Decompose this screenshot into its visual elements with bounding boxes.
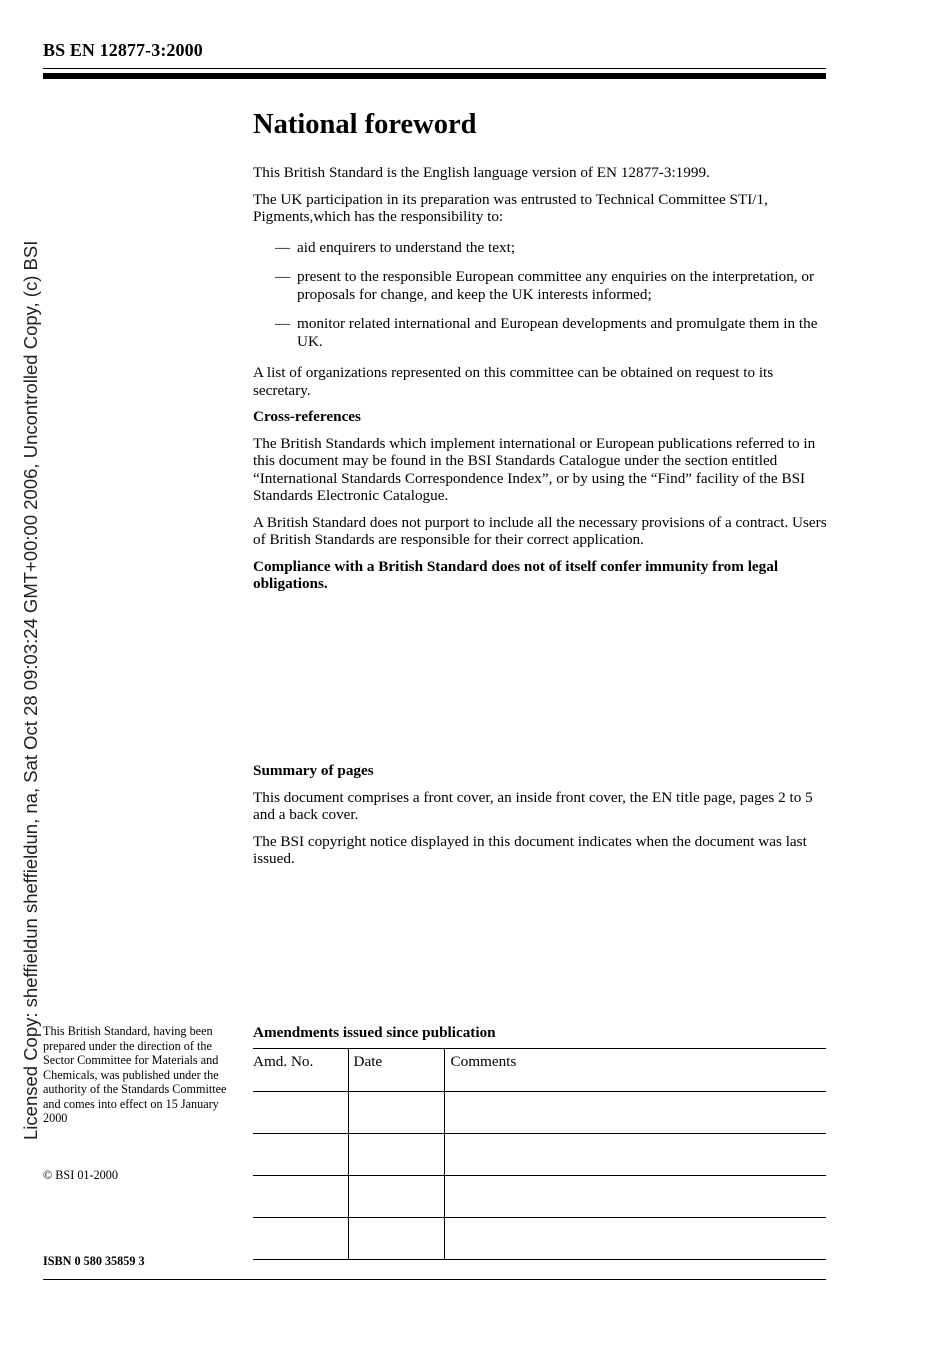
header-rule-thin [43,68,826,69]
amendments-table [253,1048,826,1260]
dash-bullet: — [275,268,291,285]
table-cell [444,1134,826,1176]
cross-references-heading: Cross-references [253,408,361,425]
list-item [253,239,828,257]
summary-heading: Summary of pages [253,762,374,779]
table-cell [253,1176,348,1218]
list-item [253,268,828,303]
table-cell [253,1092,348,1134]
copyright-notice: © BSI 01-2000 [43,1168,118,1182]
list-item-text: aid enquirers to understand the text; [297,238,516,256]
foreword-paragraph: A British Standard does not purport to include all the necessary provisions of a contract. Users of British Standards are responsible for their correct application. [253,513,827,548]
table-cell [444,1092,826,1134]
table-cell [253,1218,348,1260]
foreword-paragraph: A list of organizations represented on this committee can be obtained on request to its secretary. [253,364,774,399]
responsibility-list [253,239,828,351]
table-cell [348,1134,444,1176]
summary-paragraph: This document comprises a front cover, an inside front cover, the EN title page, pages 2 to 5 and a back cover. [253,788,813,823]
header-rule-thick [43,73,826,79]
table-row [253,1134,826,1176]
dash-bullet: — [275,315,291,332]
table-cell [348,1176,444,1218]
footer-rule [43,1279,826,1280]
column-header-comments: Comments [444,1049,826,1092]
summary-paragraph: The BSI copyright notice displayed in this document indicates when the document was last issued. [253,832,807,867]
national-foreword [253,108,828,602]
dash-bullet: — [275,238,291,256]
foreword-paragraph: The British Standards which implement international or European publications referred to in this document may be found in the BSI Standards Catalogue under the section entitled “International Standards Correspondence Index”, or by using the “Find” facility of the BSI Standards Electronic Catalogue. [253,434,816,504]
list-item-text: present to the responsible European committee any enquiries on the interpretation, or proposals for change, and keep the UK interests informed; [297,268,815,303]
table-cell [348,1092,444,1134]
table-cell [253,1134,348,1176]
table-header-row [253,1049,826,1092]
list-item-text: monitor related international and European developments and promulgate them in the UK. [297,315,818,350]
page-title: National foreword [253,109,477,140]
foreword-paragraph: This British Standard is the English language version of EN 12877-3:1999. [253,164,710,181]
license-watermark: Licensed Copy: sheffieldun sheffieldun, na, Sat Oct 28 09:03:24 GMT+00:00 2006, Uncontrolled Copy, (c) BSI [20,240,41,1140]
table-row [253,1218,826,1260]
table-cell [444,1218,826,1260]
list-item [253,315,828,350]
table-cell [444,1176,826,1218]
column-header-date: Date [348,1049,444,1092]
isbn: ISBN 0 580 35859 3 [43,1254,145,1268]
compliance-notice: Compliance with a British Standard does not of itself confer immunity from legal obligations. [253,557,779,592]
table-cell [348,1218,444,1260]
publication-note: This British Standard, having been prepared under the direction of the Sector Committee for Materials and Chemicals, was published under the authority of the Standards Committee and comes into effect on 15 January 2000 [43,1024,227,1125]
document-id: BS EN 12877-3:2000 [43,40,203,60]
table-row [253,1092,826,1134]
foreword-paragraph: The UK participation in its preparation was entrusted to Technical Committee STI/1, Pigments,which has the responsibility to: [253,190,768,225]
table-row [253,1176,826,1218]
summary-of-pages [253,762,828,877]
column-header-amd-no: Amd. No. [253,1049,348,1092]
amendments-title: Amendments issued since publication [253,1024,496,1041]
